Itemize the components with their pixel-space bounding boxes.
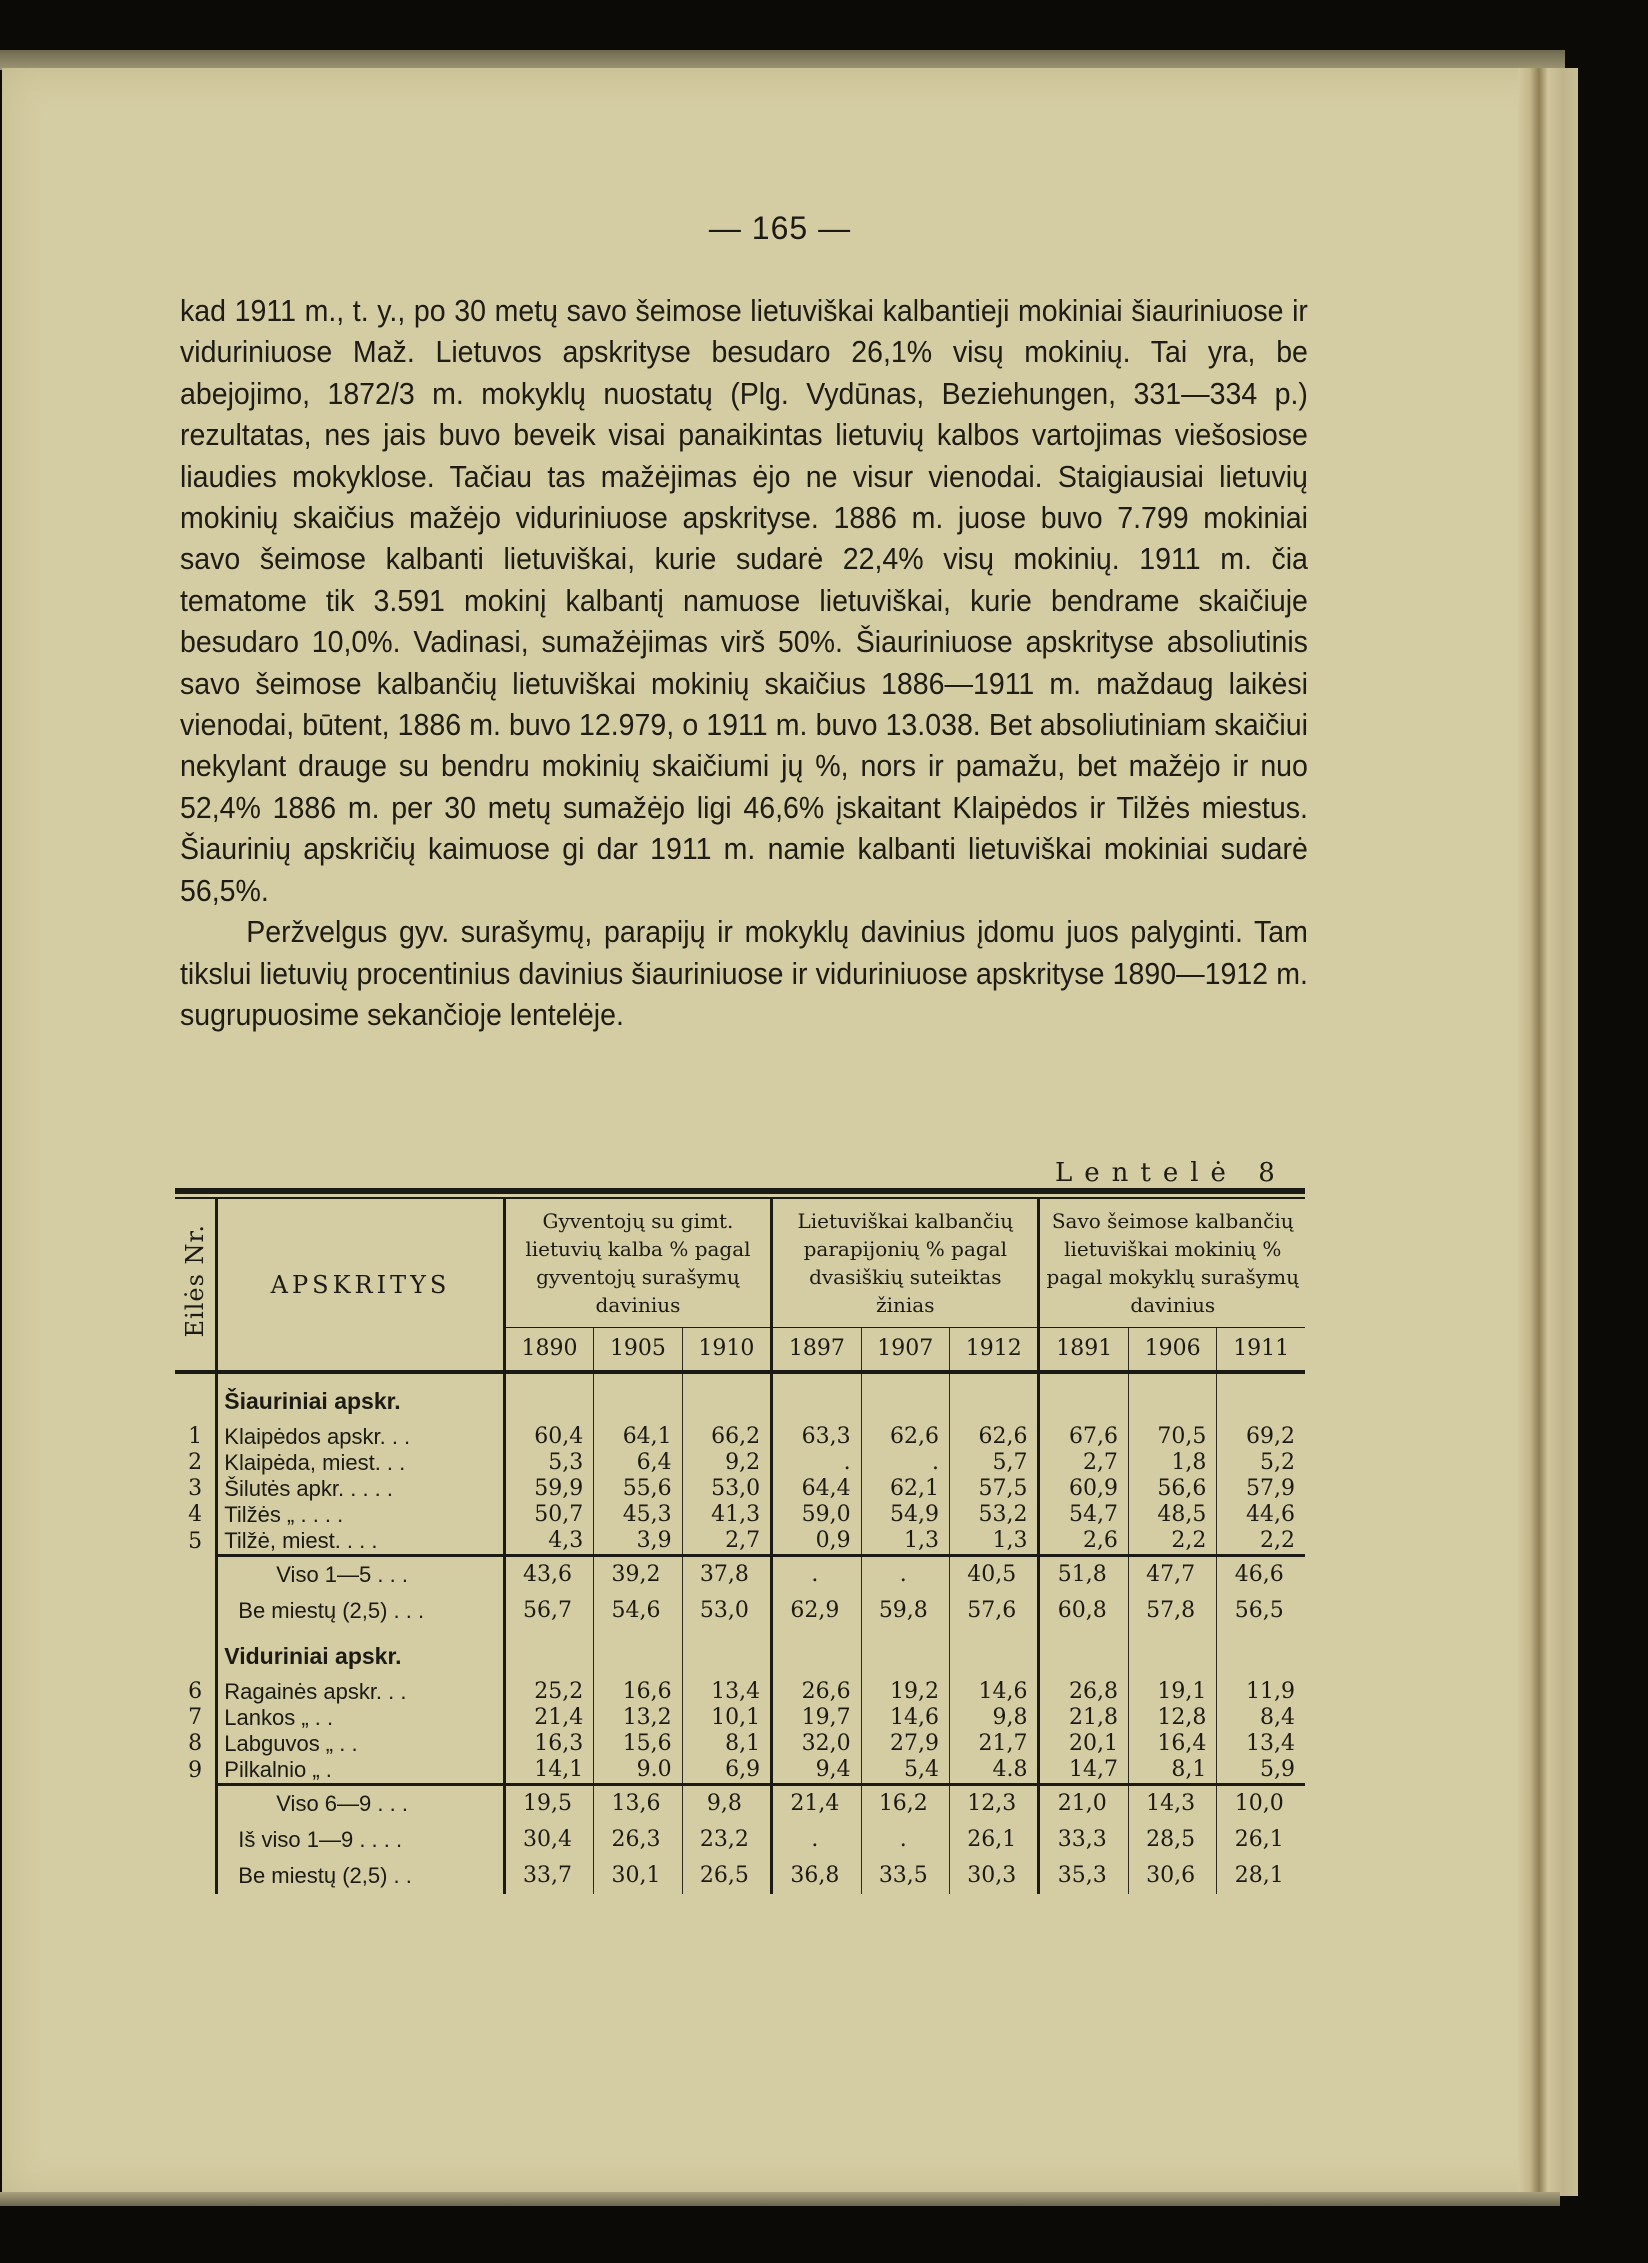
- value-cell: 0,9: [772, 1528, 861, 1556]
- value-cell: 9,2: [682, 1450, 771, 1476]
- total-row: [175, 1556, 1305, 1594]
- total-value: 26,1: [1217, 1822, 1305, 1858]
- body-text: [180, 290, 1308, 1035]
- value-cell: 27,9: [861, 1731, 949, 1757]
- value-cell: 64,4: [772, 1476, 861, 1502]
- total-value: 30,1: [594, 1858, 682, 1894]
- year-header: 1897: [772, 1328, 861, 1373]
- table-row: [175, 1731, 1305, 1757]
- table-row: [175, 1705, 1305, 1731]
- total-value: 62,9: [772, 1593, 861, 1629]
- total-value: 10,0: [1217, 1785, 1305, 1823]
- district-name: Labguvos „ . .: [217, 1731, 504, 1757]
- school-header: Savo šeimose kalbančių lietuviškai mokinių % pagal mokyklų surašymų davinius: [1039, 1199, 1305, 1328]
- value-cell: 2,7: [682, 1528, 771, 1556]
- total-value: 21,0: [1039, 1785, 1128, 1823]
- value-cell: 19,1: [1128, 1679, 1216, 1705]
- value-cell: 62,6: [950, 1424, 1039, 1450]
- year-header: 1905: [594, 1328, 682, 1373]
- district-name: Lankos „ . .: [217, 1705, 504, 1731]
- value-cell: 1,8: [1128, 1450, 1216, 1476]
- table-row: [175, 1476, 1305, 1502]
- value-cell: 16,4: [1128, 1731, 1216, 1757]
- value-cell: 5,3: [504, 1450, 593, 1476]
- row-number-header: Eilės Nr.: [181, 1223, 210, 1338]
- value-cell: 44,6: [1217, 1502, 1305, 1528]
- value-cell: 12,8: [1128, 1705, 1216, 1731]
- year-header: 1911: [1217, 1328, 1305, 1373]
- total-value: 14,3: [1128, 1785, 1216, 1823]
- value-cell: 62,1: [861, 1476, 949, 1502]
- total-value: 43,6: [504, 1556, 593, 1594]
- value-cell: 59,9: [504, 1476, 593, 1502]
- total-value: 59,8: [861, 1593, 949, 1629]
- value-cell: 16,6: [594, 1679, 682, 1705]
- page-top-edge: [0, 50, 1565, 70]
- total-row: [175, 1822, 1305, 1858]
- value-cell: 21,4: [504, 1705, 593, 1731]
- value-cell: 2,6: [1039, 1528, 1128, 1556]
- value-cell: 32,0: [772, 1731, 861, 1757]
- total-label: Be miestų (2,5) . .: [217, 1858, 504, 1894]
- value-cell: 48,5: [1128, 1502, 1216, 1528]
- total-row: [175, 1858, 1305, 1894]
- value-cell: 26,8: [1039, 1679, 1128, 1705]
- row-number: 8: [188, 1731, 203, 1756]
- total-value: 30,6: [1128, 1858, 1216, 1894]
- value-cell: 14,6: [861, 1705, 949, 1731]
- year-header: 1910: [682, 1328, 771, 1373]
- value-cell: 55,6: [594, 1476, 682, 1502]
- value-cell: 66,2: [682, 1424, 771, 1450]
- value-cell: .: [861, 1450, 949, 1476]
- value-cell: 67,6: [1039, 1424, 1128, 1450]
- value-cell: 41,3: [682, 1502, 771, 1528]
- value-cell: 6,4: [594, 1450, 682, 1476]
- value-cell: 5,9: [1217, 1757, 1305, 1785]
- value-cell: 10,1: [682, 1705, 771, 1731]
- value-cell: 14,6: [950, 1679, 1039, 1705]
- value-cell: 9,4: [772, 1757, 861, 1785]
- year-header: 1890: [504, 1328, 593, 1373]
- total-value: 12,3: [950, 1785, 1039, 1823]
- total-value: 47,7: [1128, 1556, 1216, 1594]
- value-cell: 59,0: [772, 1502, 861, 1528]
- value-cell: 20,1: [1039, 1731, 1128, 1757]
- total-value: .: [772, 1556, 861, 1594]
- value-cell: 2,7: [1039, 1450, 1128, 1476]
- value-cell: 19,7: [772, 1705, 861, 1731]
- total-value: 28,5: [1128, 1822, 1216, 1858]
- total-value: 26,1: [950, 1822, 1039, 1858]
- value-cell: 70,5: [1128, 1424, 1216, 1450]
- value-cell: 54,7: [1039, 1502, 1128, 1528]
- value-cell: 8,4: [1217, 1705, 1305, 1731]
- value-cell: 5,2: [1217, 1450, 1305, 1476]
- year-header: 1907: [861, 1328, 949, 1373]
- value-cell: 8,1: [682, 1731, 771, 1757]
- statistics-table: [175, 1188, 1305, 1894]
- total-label: Iš viso 1—9 . . . .: [217, 1822, 504, 1858]
- section-title-row: [175, 1629, 1305, 1679]
- table-top-rule: [175, 1188, 1305, 1194]
- page-stack-edge: [1518, 68, 1578, 2196]
- total-value: .: [861, 1822, 949, 1858]
- district-name: Tilžės „ . . . .: [217, 1502, 504, 1528]
- value-cell: 25,2: [504, 1679, 593, 1705]
- total-value: 28,1: [1217, 1858, 1305, 1894]
- total-value: .: [772, 1822, 861, 1858]
- value-cell: 2,2: [1217, 1528, 1305, 1556]
- value-cell: 3,9: [594, 1528, 682, 1556]
- row-number: 3: [188, 1476, 203, 1501]
- table-row: [175, 1424, 1305, 1450]
- total-value: 36,8: [772, 1858, 861, 1894]
- district-header: APSKRITYS: [217, 1199, 504, 1372]
- total-value: 33,7: [504, 1858, 593, 1894]
- value-cell: 69,2: [1217, 1424, 1305, 1450]
- total-value: 57,8: [1128, 1593, 1216, 1629]
- value-cell: 16,3: [504, 1731, 593, 1757]
- table-row: [175, 1502, 1305, 1528]
- total-value: 9,8: [682, 1785, 771, 1823]
- total-value: 56,7: [504, 1593, 593, 1629]
- value-cell: 26,6: [772, 1679, 861, 1705]
- value-cell: .: [772, 1450, 861, 1476]
- value-cell: 63,3: [772, 1424, 861, 1450]
- value-cell: 1,3: [861, 1528, 949, 1556]
- value-cell: 54,9: [861, 1502, 949, 1528]
- value-cell: 62,6: [861, 1424, 949, 1450]
- total-value: 23,2: [682, 1822, 771, 1858]
- section-title: Viduriniai apskr.: [217, 1629, 504, 1679]
- table-caption: Lentelė 8: [1055, 1158, 1287, 1188]
- total-value: 19,5: [504, 1785, 593, 1823]
- value-cell: 5,4: [861, 1757, 949, 1785]
- table-row: [175, 1450, 1305, 1476]
- value-cell: 13,2: [594, 1705, 682, 1731]
- table-body: [175, 1374, 1305, 1894]
- total-value: .: [861, 1556, 949, 1594]
- row-number: 5: [188, 1528, 203, 1554]
- row-number: 2: [188, 1450, 203, 1475]
- total-value: 35,3: [1039, 1858, 1128, 1894]
- parish-header: Lietuviškai kalbančių parapijonių % pagal dvasiškių suteiktas žinias: [772, 1199, 1039, 1328]
- total-value: 60,8: [1039, 1593, 1128, 1629]
- value-cell: 64,1: [594, 1424, 682, 1450]
- section-title: Šiauriniai apskr.: [217, 1374, 504, 1424]
- value-cell: 57,5: [950, 1476, 1039, 1502]
- total-value: 51,8: [1039, 1556, 1128, 1594]
- table-row: [175, 1679, 1305, 1705]
- total-value: 21,4: [772, 1785, 861, 1823]
- total-value: 57,6: [950, 1593, 1039, 1629]
- total-value: 26,5: [682, 1858, 771, 1894]
- value-cell: 11,9: [1217, 1679, 1305, 1705]
- row-number: 4: [188, 1502, 203, 1527]
- value-cell: 9.0: [594, 1757, 682, 1785]
- paragraph: kad 1911 m., t. y., po 30 metų savo šeimose lietuviškai kalbantieji mokiniai šiauriniuose ir viduriniuose Maž. Lietuvos apskrityse besudaro 26,1% visų mokinių. Tai yra, be abejojimo, 1872/3 m. mokyklų nuostatų (Plg. Vydūnas, Beziehungen, 331—334 p.) rezultatas, nes jais buvo beveik visai panaikintas lietuvių kalbos vartojimas viešosiose liaudies mokyklose. Tačiau tas mažėjimas ėjo ne visur vienodai. Staigiausiai lietuvių mokinių skaičius mažėjo viduriniuose apskrityse. 1886 m. juose buvo 7.799 mokiniai savo šeimose kalbanti lietuviškai, kurie sudarė 22,4% visų mokinių. 1911 m. čia tematome tik 3.591 mokinį kalbantį namuose lietuviškai, kurie bendrame skaičiuje besudaro 10,0%. Vadinasi, sumažėjimas virš 50%. Šiauriniuose apskrityse absoliutinis savo šeimose kalbančių lietuviškai mokinių skaičius 1886—1911 m. maždaug laikėsi vienodai, būtent, 1886 m. buvo 12.979, o 1911 m. buvo 13.038. Bet absoliutiniam skaičiui nekylant drauge su bendru mokinių skaičiumi jų %, nors ir pamažu, bet mažėjo ir nuo 52,4% 1886 m. per 30 metų sumažėjo ligi 46,6% įskaitant Klaipėdos ir Tilžės miestus. Šiaurinių apskričių kaimuose gi dar 1911 m. namie kalbanti lietuviškai mokiniai sudarė 56,5%.: [180, 293, 1308, 908]
- value-cell: 4,3: [504, 1528, 593, 1556]
- total-value: 33,3: [1039, 1822, 1128, 1858]
- total-value: 30,3: [950, 1858, 1039, 1894]
- value-cell: 1,3: [950, 1528, 1039, 1556]
- section-title-row: [175, 1374, 1305, 1424]
- row-number: 9: [188, 1757, 203, 1783]
- year-header: 1912: [950, 1328, 1039, 1373]
- lentele-8: [175, 1199, 1305, 1894]
- page-number: — 165 —: [708, 210, 852, 246]
- value-cell: 15,6: [594, 1731, 682, 1757]
- value-cell: 6,9: [682, 1757, 771, 1785]
- row-number: 1: [188, 1424, 203, 1449]
- value-cell: 50,7: [504, 1502, 593, 1528]
- value-cell: 21,8: [1039, 1705, 1128, 1731]
- value-cell: 60,4: [504, 1424, 593, 1450]
- total-label: Viso 1—5 . . .: [217, 1556, 504, 1594]
- year-header: 1906: [1128, 1328, 1216, 1373]
- value-cell: 14,1: [504, 1757, 593, 1785]
- value-cell: 53,0: [682, 1476, 771, 1502]
- row-number: 6: [188, 1679, 203, 1704]
- district-name: Pilkalnio „ .: [217, 1757, 504, 1785]
- total-value: 26,3: [594, 1822, 682, 1858]
- table-row: [175, 1757, 1305, 1785]
- value-cell: 4.8: [950, 1757, 1039, 1785]
- value-cell: 45,3: [594, 1502, 682, 1528]
- district-name: Klaipėda, miest. . .: [217, 1450, 504, 1476]
- total-value: 37,8: [682, 1556, 771, 1594]
- total-value: 13,6: [594, 1785, 682, 1823]
- value-cell: 5,7: [950, 1450, 1039, 1476]
- total-row: [175, 1785, 1305, 1823]
- year-header: 1891: [1039, 1328, 1128, 1373]
- value-cell: 8,1: [1128, 1757, 1216, 1785]
- total-row: [175, 1593, 1305, 1629]
- total-value: 54,6: [594, 1593, 682, 1629]
- table-row: [175, 1528, 1305, 1556]
- total-value: 40,5: [950, 1556, 1039, 1594]
- paragraph: Peržvelgus gyv. surašymų, parapijų ir mokyklų davinius įdomu juos palyginti. Tam tikslui lietuvių procentinius davinius šiauriniuose ir viduriniuose apskrityse 1890—1912 m. sugrupuosime sekančioje lentelėje.: [180, 914, 1308, 1032]
- value-cell: 21,7: [950, 1731, 1039, 1757]
- value-cell: 53,2: [950, 1502, 1039, 1528]
- value-cell: 56,6: [1128, 1476, 1216, 1502]
- census-header: Gyventojų su gimt. lietuvių kalba % pagal gyventojų surašymų davinius: [504, 1199, 771, 1328]
- total-value: 16,2: [861, 1785, 949, 1823]
- row-number: 7: [188, 1705, 203, 1730]
- district-name: Ragainės apskr. . .: [217, 1679, 504, 1705]
- total-value: 56,5: [1217, 1593, 1305, 1629]
- total-value: 33,5: [861, 1858, 949, 1894]
- total-label: Be miestų (2,5) . . .: [217, 1593, 504, 1629]
- district-name: Tilžė, miest. . . .: [217, 1528, 504, 1556]
- total-value: 46,6: [1217, 1556, 1305, 1594]
- value-cell: 14,7: [1039, 1757, 1128, 1785]
- total-value: 53,0: [682, 1593, 771, 1629]
- value-cell: 13,4: [682, 1679, 771, 1705]
- value-cell: 13,4: [1217, 1731, 1305, 1757]
- total-value: 30,4: [504, 1822, 593, 1858]
- value-cell: 2,2: [1128, 1528, 1216, 1556]
- district-name: Klaipėdos apskr. . .: [217, 1424, 504, 1450]
- page-bottom-edge: [0, 2192, 1560, 2206]
- total-value: 39,2: [594, 1556, 682, 1594]
- value-cell: 9,8: [950, 1705, 1039, 1731]
- value-cell: 19,2: [861, 1679, 949, 1705]
- district-name: Šilutės apkr. . . . .: [217, 1476, 504, 1502]
- value-cell: 60,9: [1039, 1476, 1128, 1502]
- value-cell: 57,9: [1217, 1476, 1305, 1502]
- total-label: Viso 6—9 . . .: [217, 1785, 504, 1823]
